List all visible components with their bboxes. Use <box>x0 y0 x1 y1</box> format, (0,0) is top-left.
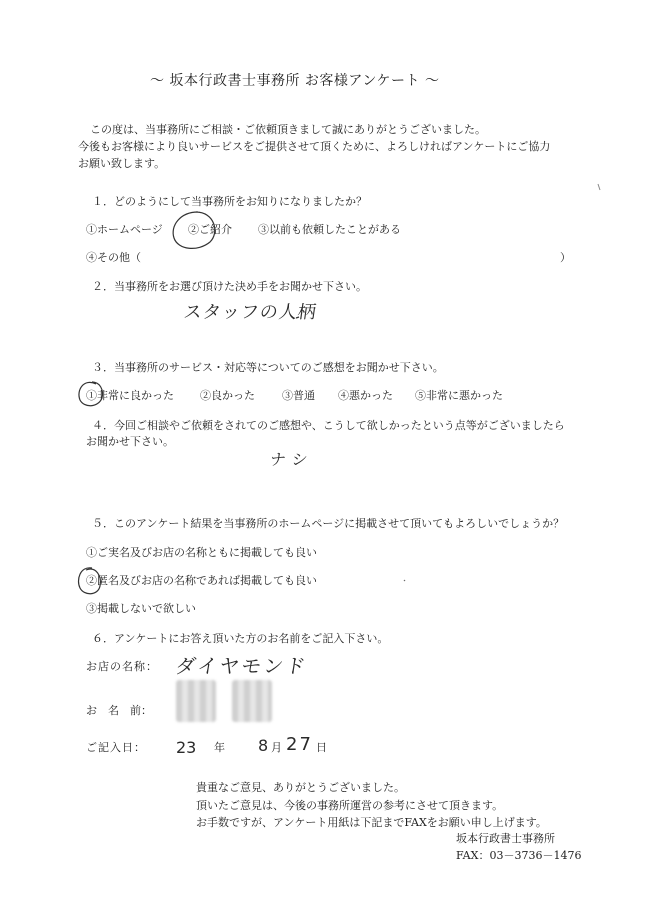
q1-other-close: ） <box>560 251 571 264</box>
closing-line-2: 頂いたご意見は、今後の事務所運営の参考にさせて頂きます。 <box>196 799 504 812</box>
office-name: 坂本行政書士事務所 <box>456 832 555 845</box>
stray-dot <box>404 580 405 581</box>
fax-number: FAX：03－3736－1476 <box>456 849 582 862</box>
intro-line-1: この度は、当事務所にご相談・ご依頼頂きまして誠にありがとうございました。 <box>90 123 486 136</box>
date-year-handwritten[interactable]: 23 <box>176 738 197 757</box>
date-month-handwritten[interactable]: 8 <box>258 736 269 755</box>
q3-option-very-good[interactable]: ①非常に良かった <box>86 389 174 402</box>
shop-name-label: お店の名称： <box>86 660 158 673</box>
q3-option-average[interactable]: ③普通 <box>282 389 315 402</box>
q3-option-bad[interactable]: ④悪かった <box>338 389 393 402</box>
q1-option-previous[interactable]: ③以前も依頼したことがある <box>258 223 401 236</box>
day-unit: 日 <box>316 741 327 754</box>
year-unit: 年 <box>214 741 225 754</box>
q3-option-very-bad[interactable]: ⑤非常に悪かった <box>415 389 503 402</box>
q5-option-real-name[interactable]: ①ご実名及びお店の名称ともに掲載しても良い <box>86 546 317 559</box>
intro-line-3: お願い致します。 <box>78 157 166 170</box>
q1-question: １．どのようにして当事務所をお知りになりましたか？ <box>92 195 367 208</box>
q6-question: ６．アンケートにお答え頂いた方のお名前をご記入下さい。 <box>92 632 389 645</box>
q5-option-do-not-publish[interactable]: ③掲載しないで欲しい <box>86 602 196 615</box>
q4-answer-handwritten[interactable]: ナシ <box>268 450 315 469</box>
q5-question: ５．このアンケート結果を当事務所のホームページに掲載させて頂いてもよろしいでしょうか？ <box>92 517 565 530</box>
q4-question-line-1: ４．今回ご相談やご依頼をされてのご感想や、こうして欲しかったという点等がございましたら <box>92 419 565 432</box>
q2-answer-handwritten[interactable]: スタッフの人柄 <box>182 302 319 323</box>
q1-option-other[interactable]: ④その他（ <box>86 251 141 264</box>
q5-option-anonymous[interactable]: ②匿名及びお店の名称であれば掲載しても良い <box>86 574 317 587</box>
date-day-handwritten[interactable]: 27 <box>286 734 313 755</box>
date-label: ご記入日： <box>86 741 146 754</box>
q4-question-line-2: お聞かせ下さい。 <box>86 435 174 448</box>
q1-option-referral[interactable]: ②ご紹介 <box>188 223 232 236</box>
corner-mark <box>598 184 600 190</box>
month-unit: 月 <box>271 741 282 754</box>
intro-line-2: 今後もお客様により良いサービスをご提供させて頂くために、よろしければアンケートにご協力 <box>78 140 551 153</box>
redacted-name-1 <box>176 680 216 722</box>
redacted-name-2 <box>232 680 272 722</box>
q2-question: ２．当事務所をお選び頂けた決め手をお聞かせ下さい。 <box>92 280 367 293</box>
closing-line-3: お手数ですが、アンケート用紙は下記までFAXをお願い申し上げます。 <box>196 816 547 829</box>
q1-option-homepage[interactable]: ①ホームページ <box>86 223 163 236</box>
q3-question: ３．当事務所のサービス・対応等についてのご感想をお聞かせ下さい。 <box>92 361 444 374</box>
name-label: お 名 前： <box>86 704 152 717</box>
q3-option-good[interactable]: ②良かった <box>200 389 255 402</box>
closing-line-1: 貴重なご意見、ありがとうございました。 <box>196 781 405 794</box>
page-title: ～ 坂本行政書士事務所 お客様アンケート ～ <box>150 73 440 89</box>
shop-name-handwritten[interactable]: ダイヤモンド <box>174 654 310 678</box>
